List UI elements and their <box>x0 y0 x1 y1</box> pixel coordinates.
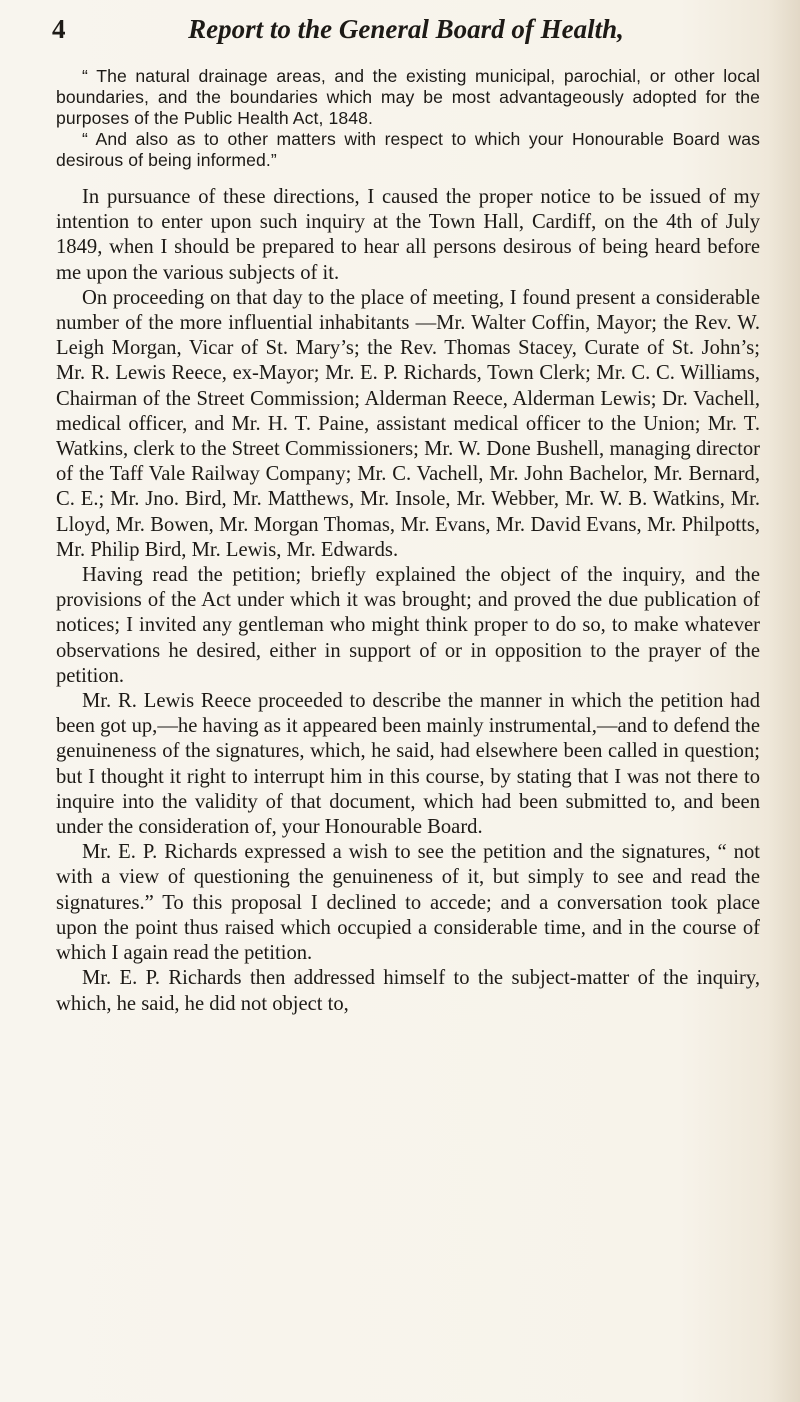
quote-paragraph: “ And also as to other matters with respect to which your Honourable Board was desirous of being informed.” <box>56 129 760 170</box>
paragraph: Mr. E. P. Richards then addressed himself to the subject-matter of the inquiry, which, he said, he did not object to, <box>56 967 760 1015</box>
page-number: 4 <box>52 14 66 44</box>
paragraph: Mr. E. P. Richards expressed a wish to see the petition and the signatures, “ not with a view of questioning the genuineness of it, but simply to see and read the signatures.” To this proposal I declined to accede; and a conversation took place upon the point thus raised which occupied a considerable time, and in the course of which I again read the petition. <box>56 841 760 965</box>
body-text <box>56 66 760 1017</box>
quote-paragraph: “ The natural drainage areas, and the existing municipal, parochial, or other local boundaries, and the boundaries which may be most advantageously adopted for the purposes of the Public Health Act, 1848. <box>56 66 760 128</box>
page-header <box>52 14 760 54</box>
paragraph: Mr. R. Lewis Reece proceeded to describe the manner in which the petition had been got up,—he having as it appeared been mainly instrumental,—and to defend the genuineness of the signatures, which, he said, had elsewhere been called in question; but I thought it right to interrupt him in this course, by stating that I was not there to inquire into the validity of that document, which had been submitted to, and been under the consideration of, your Honourable Board. <box>56 690 760 839</box>
paragraph: On proceeding on that day to the place of meeting, I found present a considerable number of the more influential inhabitants —Mr. Walter Coffin, Mayor; the Rev. W. Leigh Morgan, Vicar of St. Mary’s; the Rev. Thomas Stacey, Curate of St. John’s; Mr. R. Lewis Reece, ex-Mayor; Mr. E. P. Richards, Town Clerk; Mr. C. C. Williams, Chairman of the Street Commission; Alderman Reece, Alderman Lewis; Dr. Vachell, medical officer, and Mr. H. T. Paine, assistant medical officer to the Union; Mr. T. Watkins, clerk to the Street Commissioners; Mr. W. Done Bushell, managing director of the Taff Vale Railway Company; Mr. C. Vachell, Mr. John Bachelor, Mr. Bernard, C. E.; Mr. Jno. Bird, Mr. Matthews, Mr. Insole, Mr. Webber, Mr. W. B. Watkins, Mr. Lloyd, Mr. Bowen, Mr. Morgan Thomas, Mr. Evans, Mr. David Evans, Mr. Philpotts, Mr. Philip Bird, Mr. Lewis, Mr. Edwards. <box>56 286 760 561</box>
running-title: Report to the General Board of Health, <box>188 14 624 44</box>
paragraph: Having read the petition; briefly explained the object of the inquiry, and the provisions of the Act under which it was brought; and proved the due publication of notices; I invited any gentleman who might think proper to do so, to make whatever observations he desired, either in support of or in opposition to the prayer of the petition. <box>56 564 760 687</box>
paragraph: In pursuance of these directions, I caused the proper notice to be issued of my intention to enter upon such inquiry at the Town Hall, Cardiff, on the 4th of July 1849, when I should be prepared to hear all persons desirous of being heard before me upon the various subjects of it. <box>56 186 760 284</box>
